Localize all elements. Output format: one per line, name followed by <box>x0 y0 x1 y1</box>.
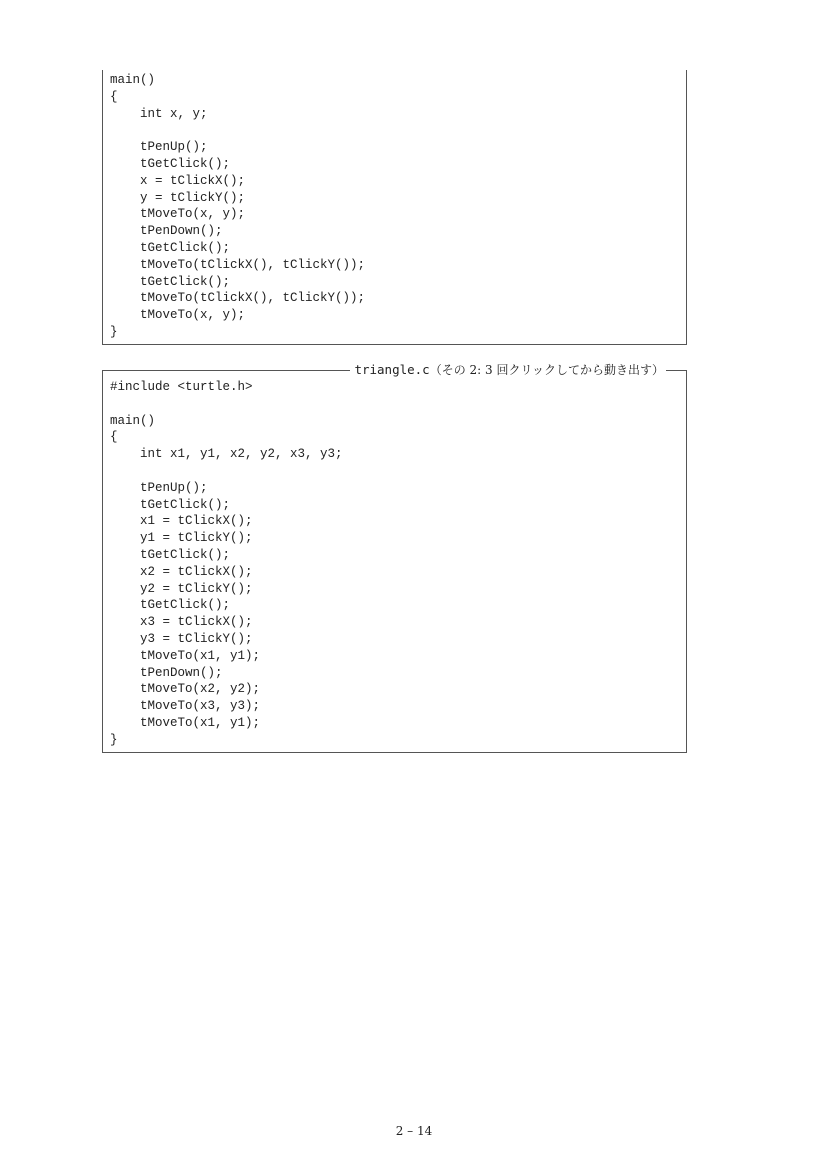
code-line: tMoveTo(tClickX(), tClickY()); <box>110 257 366 272</box>
code-line: int x, y; <box>110 106 208 121</box>
code-listing-continued <box>102 70 687 345</box>
code-line <box>110 122 365 139</box>
code-line: } <box>110 324 118 339</box>
code-line: tMoveTo(x3, y3); <box>110 699 261 714</box>
code-line: tMoveTo(x, y); <box>110 207 246 222</box>
code-line: tPenDown(); <box>110 665 223 680</box>
code-line: tMoveTo(x1, y1); <box>110 715 261 730</box>
code-line: tPenUp(); <box>110 140 208 155</box>
code-line: { <box>110 89 118 104</box>
code-line: tGetClick(); <box>110 156 231 171</box>
code-line: tMoveTo(x, y); <box>110 308 246 323</box>
code-line: tMoveTo(x2, y2); <box>110 682 261 697</box>
code-line: tGetClick(); <box>110 274 231 289</box>
listing-caption: （その 2: 3 回クリックしてから動き出す） <box>429 363 664 377</box>
listing-filename: triangle.c <box>354 362 430 377</box>
code-line: tGetClick(); <box>110 547 231 562</box>
code-line: y = tClickY(); <box>110 190 246 205</box>
code-line: tGetClick(); <box>110 497 231 512</box>
code-line: main() <box>110 413 156 428</box>
code-line: tPenUp(); <box>110 480 208 495</box>
code-line: tMoveTo(tClickX(), tClickY()); <box>110 291 366 306</box>
code-line: tGetClick(); <box>110 240 231 255</box>
code-line: tGetClick(); <box>110 598 231 613</box>
code-line: tPenDown(); <box>110 224 223 239</box>
code-line: int x1, y1, x2, y2, x3, y3; <box>110 447 343 462</box>
code-line: x1 = tClickX(); <box>110 514 253 529</box>
code-block <box>110 379 343 749</box>
page-number: 2 – 14 <box>395 1124 433 1138</box>
code-line: x = tClickX(); <box>110 173 246 188</box>
code-listing-triangle <box>102 362 687 753</box>
code-line: #include <turtle.h> <box>110 380 253 394</box>
code-line: { <box>110 430 118 445</box>
code-line: tMoveTo(x1, y1); <box>110 648 261 663</box>
code-line: } <box>110 732 118 747</box>
code-line: main() <box>110 73 156 87</box>
code-line: x3 = tClickX(); <box>110 615 253 630</box>
code-line: x2 = tClickX(); <box>110 564 253 579</box>
code-line <box>110 463 343 480</box>
code-line: y1 = tClickY(); <box>110 531 253 546</box>
code-line: y3 = tClickY(); <box>110 631 253 646</box>
listing-title <box>350 361 666 379</box>
code-line: y2 = tClickY(); <box>110 581 253 596</box>
code-line <box>110 396 343 413</box>
code-block <box>110 72 365 341</box>
